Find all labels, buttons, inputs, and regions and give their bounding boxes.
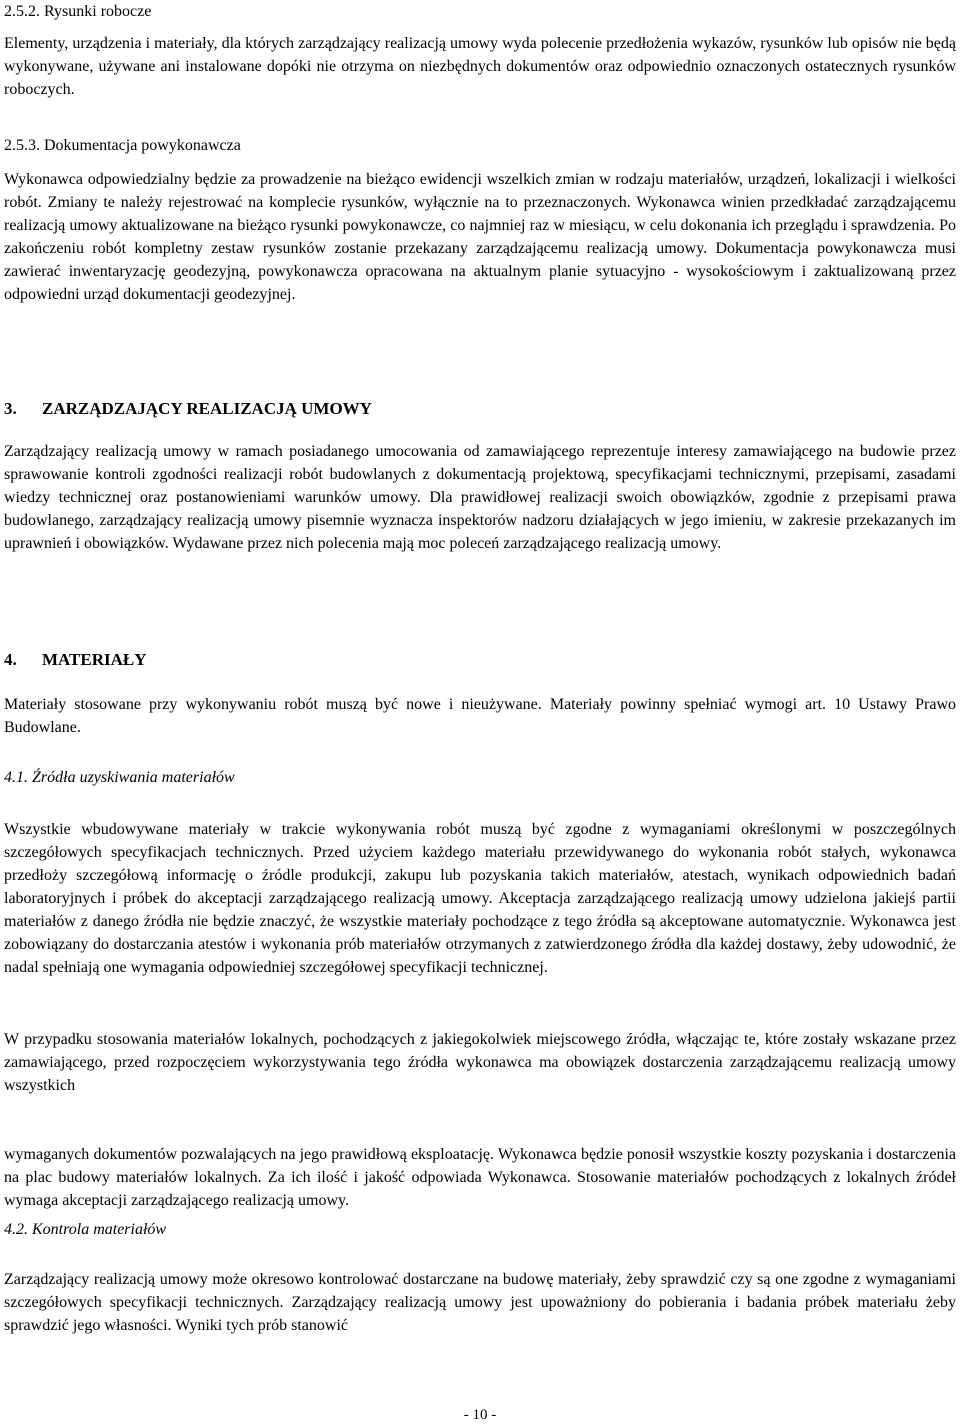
- section-4-1-paragraph-1: Wszystkie wbudowywane materiały w trakcie wykonywania robót muszą być zgodne z wymaganiami określonymi w poszczególnych szczegółowych specyfikacjach technicznych. Przed użyciem każdego materiału przewidywanego do wykonania robót stałych, wykonawca przedłoży szczegółową informację o źródle produkcji, zakupu lub pozyskania takich materiałów, atestach, wynikach odpowiednich badań laboratoryjnych i próbek do akceptacji zarządzającego realizacją umowy. Akceptacja zarządzającego realizacją umowy udzielona jakiejś partii materiałów z danego źródła nie będzie znaczyć, że wszystkie materiały pochodzące z tego źródła są akceptowane automatycznie. Wykonawca jest zobowiązany do dostarczania atestów i wykonania prób materiałów otrzymanych z zatwierdzonego źródła dla każdej dostawy, żeby udowodnić, że nadal spełniają one wymagania odpowiedniej szczegółowej specyfikacji technicznej.: [4, 821, 956, 976]
- section-4-paragraph: Materiały stosowane przy wykonywaniu robót muszą być nowe i nieużywane. Materiały powinny spełniać wymogi art. 10 Ustawy Prawo Budowlane.: [4, 696, 956, 736]
- section-3-title: ZARZĄDZAJĄCY REALIZACJĄ UMOWY: [42, 399, 372, 418]
- section-2-5-2-paragraph: Elementy, urządzenia i materiały, dla których zarządzający realizacją umowy wyda polecenie przedłożenia wykazów, rysunków lub opisów nie będą wykonywane, używane ani instalowane dopóki nie otrzyma on niezbędnych dokumentów oraz odpowiednio oznaczonych ostatecznych rysunków roboczych.: [4, 35, 956, 98]
- section-4-1-paragraph-2a: W przypadku stosowania materiałów lokalnych, pochodzących z jakiegokolwiek miejscowego źródła, włączając te, które zostały wskazane przez zamawiającego, przed rozpoczęciem wykorzystywania tego źródła wykonawca ma obowiązek dostarczenia zarządzającemu realizacją umowy wszystkich: [4, 1031, 956, 1094]
- section-2-5-3-paragraph: Wykonawca odpowiedzialny będzie za prowadzenie na bieżąco ewidencji wszelkich zmian w rodzaju materiałów, urządzeń, lokalizacji i wielkości robót. Zmiany te należy rejestrować na komplecie rysunków, wyłącznie na to przeznaczonych. Wykonawca winien przedkładać zarządzającemu realizacją umowy aktualizowane na bieżąco rysunki powykonawcze, co najmniej raz w miesiącu, w celu dokonania ich przeglądu i sprawdzenia. Po zakończeniu robót kompletny zestaw rysunków zostanie przekazany zarządzającemu realizacją umowy. Dokumentacja powykonawcza musi zawierać inwentaryzację geodezyjną, powykonawcza opracowana na aktualnym planie sytuacyjno - wysokościowym i zaktualizowaną przez odpowiedni urząd dokumentacji geodezyjnej.: [4, 171, 956, 303]
- section-4-title: MATERIAŁY: [42, 650, 147, 669]
- section-4-number: 4.: [4, 650, 17, 669]
- section-3-heading: [4, 397, 956, 420]
- document-page: [4, 0, 956, 1424]
- page-number: - 10 -: [463, 1407, 497, 1423]
- section-4-2-heading: 4.2. Kontrola materiałów: [4, 1221, 167, 1238]
- section-4-1-heading: 4.1. Źródła uzyskiwania materiałów: [4, 769, 235, 786]
- section-3-number: 3.: [4, 399, 17, 418]
- section-4-2-paragraph: Zarządzający realizacją umowy może okresowo kontrolować dostarczane na budowę materiały, żeby sprawdzić czy są one zgodne z wymaganiami szczegółowych specyfikacji technicznych. Zarządzający realizacją umowy jest upoważniony do pobierania i badania próbek materiału żeby sprawdzić jego własności. Wyniki tych prób stanowić: [4, 1271, 956, 1334]
- section-4-1-paragraph-2b: wymaganych dokumentów pozwalających na jego prawidłową eksploatację. Wykonawca będzie ponosił wszystkie koszty pozyskania i dostarczenia na plac budowy materiałów lokalnych. Za ich ilość i jakość odpowiada Wykonawca. Stosowanie materiałów pochodzących z lokalnych źródeł wymaga akceptacji zarządzającego realizacją umowy.: [4, 1146, 956, 1209]
- section-4-heading: [4, 648, 956, 671]
- section-2-5-2-heading: 2.5.2. Rysunki robocze: [4, 3, 152, 20]
- section-3-paragraph: Zarządzający realizacją umowy w ramach posiadanego umocowania od zamawiającego reprezentuje interesy zamawiającego na budowie przez sprawowanie kontroli zgodności realizacji robót budowlanych z dokumentacją projektową, specyfikacjami technicznymi, przepisami, zasadami wiedzy technicznej oraz postanowieniami warunków umowy. Dla prawidłowej realizacji swoich obowiązków, zgodnie z przepisami prawa budowlanego, zarządzający realizacją umowy pisemnie wyznacza inspektorów nadzoru działających w jego imieniu, w zakresie przekazanych im uprawnień i obowiązków. Wydawane przez nich polecenia mają moc poleceń zarządzającego realizacją umowy.: [4, 443, 956, 552]
- section-2-5-3-heading: 2.5.3. Dokumentacja powykonawcza: [4, 137, 241, 154]
